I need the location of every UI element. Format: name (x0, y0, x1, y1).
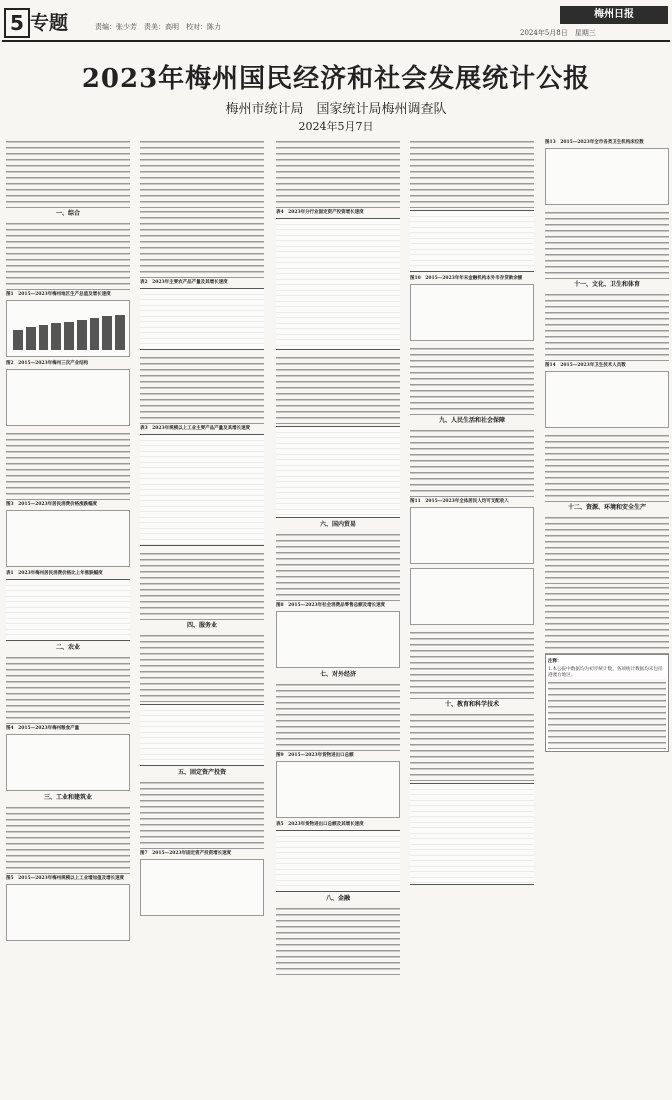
figure-investment (140, 859, 264, 916)
text-block (545, 514, 669, 584)
editors-line: 责编：张少芳 责美：高明 校对：陈力 (95, 23, 221, 31)
text-block (545, 291, 669, 361)
section-heading: 四、服务业 (186, 622, 217, 629)
section-heading: 三、工业和建筑业 (43, 794, 92, 801)
section-heading: 十二、资源、环境和安全生产 (567, 504, 646, 511)
text-block (140, 632, 264, 702)
table-investment (276, 218, 400, 350)
section-heading: 六、国内贸易 (319, 521, 356, 528)
table-agri (140, 288, 264, 350)
column-5 (545, 138, 669, 1094)
text-block (140, 354, 264, 424)
figure-caption: 图13 2015—2023年全市各类卫生机构床位数 (545, 140, 644, 145)
figure-retail (276, 611, 400, 668)
page-header (0, 0, 672, 40)
text-block (276, 681, 400, 751)
text-block (410, 427, 534, 497)
column-1 (6, 138, 130, 1094)
figure-health-staff (545, 371, 669, 428)
text-block (545, 584, 669, 654)
figure-deposits (410, 284, 534, 341)
figure-caption: 图8 2015—2023年社会消费品零售总额及增长速度 (276, 603, 386, 608)
article-date: 2024年5月7日 (298, 120, 374, 133)
table-cpi (6, 579, 130, 641)
text-block (545, 432, 669, 502)
text-block (410, 138, 534, 208)
table-finance (410, 210, 534, 272)
table-caption: 表4 2023年分行业固定资产投资增长速度 (276, 210, 364, 215)
text-block (6, 430, 130, 500)
issue-date: 2024年5月8日 星期三 (520, 29, 596, 37)
section-heading: 二、农业 (55, 644, 80, 651)
text-block (140, 138, 264, 208)
section-title: 专题 (30, 12, 69, 34)
text-block (6, 804, 130, 874)
text-block (140, 779, 264, 849)
column-3 (276, 138, 400, 1094)
section-heading: 七、对外经济 (319, 671, 356, 678)
table-caption: 表3 2023年规模以上工业主要产品产量及其增长速度 (140, 426, 251, 431)
figure-structure (6, 369, 130, 426)
text-block (410, 629, 534, 699)
section-heading: 一、综合 (55, 210, 80, 217)
figure-caption: 图3 2015—2023年居民消费价格涨跌幅度 (6, 502, 98, 507)
figure-beds (545, 148, 669, 205)
figure-cpi (6, 510, 130, 567)
text-block (276, 531, 400, 601)
figure-consumption (410, 568, 534, 625)
figure-industry (6, 884, 130, 941)
figure-income (410, 507, 534, 564)
notes-box (545, 654, 669, 752)
table-services (140, 704, 264, 766)
text-block (276, 354, 400, 424)
text-block (6, 220, 130, 290)
table-caption: 表1 2023年梅州居民消费价格比上年涨跌幅度 (6, 571, 103, 576)
text-block (140, 550, 264, 620)
article-title: 2023年梅州国民经济和社会发展统计公报 (81, 64, 591, 94)
table-caption: 表5 2023年货物进出口总额及其增长速度 (276, 822, 364, 827)
text-block (276, 138, 400, 208)
figure-caption: 图4 2015—2023年梅州粮食产量 (6, 726, 80, 731)
figure-caption: 图9 2015—2023年货物进出口总额 (276, 753, 354, 758)
paper-logo: 梅州日报 (560, 6, 668, 24)
text-block (410, 711, 534, 781)
text-block (6, 654, 130, 724)
text-block (548, 679, 666, 749)
figure-caption: 图14 2015—2023年卫生技术人员数 (545, 363, 626, 368)
figure-gdp (6, 300, 130, 357)
table-industry (140, 434, 264, 546)
figure-caption: 图5 2015—2023年梅州规模以上工业增加值及增长速度 (6, 876, 125, 881)
notes-body: 1.本公报中数据均为初步统计数。各项统计数据均未包括港澳台地区。 (548, 667, 663, 678)
header-rule (2, 40, 670, 42)
figure-caption: 图10 2015—2023年年末金融机构本外币存贷款余额 (410, 276, 523, 281)
section-heading: 十、教育和科学技术 (444, 701, 499, 708)
figure-caption: 图7 2015—2023年固定资产投资增长速度 (140, 851, 232, 856)
text-block (545, 209, 669, 279)
section-heading: 五、固定资产投资 (177, 769, 226, 776)
section-heading: 九、人民生活和社会保障 (438, 417, 505, 424)
table-housing (276, 426, 400, 518)
table-caption: 表2 2023年主要农产品产量及其增长速度 (140, 280, 228, 285)
text-block (6, 138, 130, 208)
figure-trade (276, 761, 400, 818)
text-block (140, 208, 264, 278)
column-4 (410, 138, 534, 1094)
column-2 (140, 138, 264, 1094)
table-education (410, 783, 534, 885)
section-heading: 八、金融 (325, 895, 350, 902)
section-number: 5 (4, 8, 30, 38)
figure-caption: 图11 2015—2023年全体居民人均可支配收入 (410, 499, 509, 504)
figure-grain (6, 734, 130, 791)
figure-caption: 图1 2015—2023年梅州地区生产总值及增长速度 (6, 292, 111, 297)
text-block (276, 905, 400, 975)
notes-title: 注释： (548, 659, 562, 664)
article-byline: 梅州市统计局 国家统计局梅州调查队 (225, 102, 447, 117)
text-block (410, 345, 534, 415)
figure-caption: 图2 2015—2023年梅州三次产业结构 (6, 361, 89, 366)
section-heading: 十一、文化、卫生和体育 (573, 281, 640, 288)
table-trade (276, 830, 400, 892)
